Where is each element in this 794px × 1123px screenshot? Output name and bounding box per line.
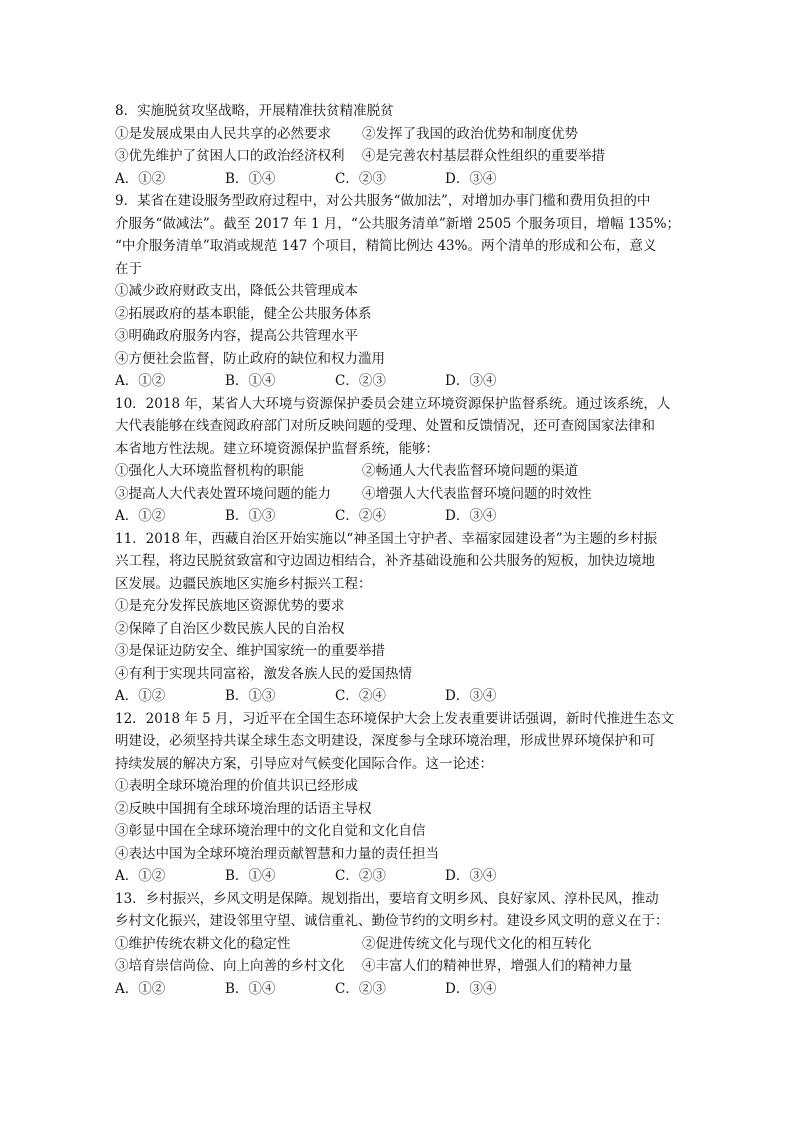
option-c: C．②④	[335, 688, 386, 704]
question-stem-line: 12．2018 年 5 月，习近平在全国生态环境保护大会上发表重要讲话强调，新时代推进生态文	[115, 710, 674, 727]
choice-item: ③明确政府服务内容，提高公共管理水平	[115, 328, 358, 344]
choice-item: ③培育崇信尚俭、向上向善的乡村文化	[115, 958, 345, 974]
choice-items-row	[115, 483, 685, 506]
option-c: C．②③	[335, 373, 386, 389]
question-10	[115, 393, 685, 528]
option-d: D．③④	[445, 170, 497, 187]
choice-item: ④方便社会监督，防止政府的缺位和权力滥用	[115, 350, 385, 367]
choice-item: ④有利于实现共同富裕，激发各族人民的爱国热情	[115, 665, 412, 682]
option-b: B．①③	[225, 688, 276, 704]
question-stem-line: 介服务“做减法”。截至 2017 年 1 月，“公共服务清单”新增 2505 个服务项目，增幅 135%；	[115, 215, 681, 232]
option-c: C．②③	[335, 170, 386, 187]
answer-options	[115, 505, 685, 528]
choice-item: ①减少政府财政支出，降低公共管理成本	[115, 283, 358, 299]
question-stem-line: 明建设，必须坚持共谋全球生态文明建设，深度参与全球环境治理，形成世界环境保护和可	[115, 733, 655, 749]
choice-items-row	[115, 145, 685, 168]
option-d: D．③④	[445, 373, 497, 389]
choice-items-row	[115, 955, 685, 978]
option-b: B．①③	[225, 508, 276, 524]
question-stem-line: 区发展。边疆民族地区实施乡村振兴工程：	[115, 575, 372, 592]
option-c: C．②④	[335, 508, 386, 524]
question-stem-line: “中介服务清单”取消或规范 147 个项目，精简比例达 43%。两个清单的形成和公布，意义	[115, 238, 657, 254]
option-d: D．③④	[445, 508, 497, 524]
choice-item: ②拓展政府的基本职能，健全公共服务体系	[115, 305, 372, 322]
option-d: D．③④	[445, 868, 497, 884]
option-a: A．①②	[115, 688, 166, 704]
option-b: B．①④	[225, 980, 276, 997]
answer-options	[115, 370, 685, 393]
answer-options	[115, 978, 685, 1001]
question-13	[115, 888, 685, 1001]
choice-item: ②畅通人大代表监督环境问题的渠道	[362, 463, 578, 479]
option-a: A．①②	[115, 980, 166, 997]
option-d: D．③④	[445, 980, 497, 997]
question-stem-line: 兴工程，将边民脱贫致富和守边固边相结合，补齐基础设施和公共服务的短板，加快边境地	[115, 553, 655, 569]
choice-item: ①表明全球环境治理的价值共识已经形成	[115, 778, 358, 794]
question-stem-line: 本省地方性法规。建立环境资源保护监督系统，能够：	[115, 440, 439, 457]
question-stem-line: 10．2018 年，某省人大环境与资源保护委员会建立环境资源保护监督系统。通过该系统，人	[115, 395, 671, 412]
option-a: A．①②	[115, 868, 166, 884]
question-stem-line: 在于	[115, 260, 142, 277]
answer-options	[115, 685, 685, 708]
choice-item: ②发挥了我国的政治优势和制度优势	[362, 125, 578, 142]
option-b: B．①④	[225, 170, 276, 187]
choice-item: ①是发展成果由人民共享的必然要求	[115, 125, 331, 142]
question-list	[115, 100, 685, 1000]
option-a: A．①②	[115, 373, 166, 389]
choice-item: ③优先维护了贫困人口的政治经济权利	[115, 148, 345, 164]
question-stem-line: 11．2018 年，西藏自治区开始实施以“神圣国土守护者、幸福家园建设者”为主题的乡村振	[115, 530, 658, 547]
option-b: B．①④	[225, 373, 276, 389]
choice-item: ②保障了自治区少数民族人民的自治权	[115, 620, 345, 637]
question-11	[115, 528, 685, 708]
choice-item: ③彰显中国在全球环境治理中的文化自觉和文化自信	[115, 823, 426, 839]
choice-item: ④增强人大代表监督环境问题的时效性	[362, 485, 592, 502]
choice-items-row	[115, 123, 685, 146]
choice-item: ①是充分发挥民族地区资源优势的要求	[115, 598, 345, 614]
question-stem-line: 13．乡村振兴，乡风文明是保障。规划指出，要培育文明乡风、良好家风、淳朴民风，推动	[115, 890, 659, 907]
choice-item: ④表达中国为全球环境治理贡献智慧和力量的责任担当	[115, 845, 439, 862]
choice-items-row	[115, 460, 685, 483]
choice-item: ①维护传统农耕文化的稳定性	[115, 935, 291, 952]
option-c: C．②③	[335, 868, 386, 884]
choice-items-row	[115, 933, 685, 956]
choice-item: ④丰富人们的精神世界，增强人们的精神力量	[362, 958, 632, 974]
answer-options	[115, 168, 685, 191]
choice-item: ④是完善农村基层群众性组织的重要举措	[362, 148, 605, 164]
question-stem-line: 乡村文化振兴，建设邻里守望、诚信重礼、勤俭节约的文明乡村。建设乡风文明的意义在于：	[115, 913, 669, 929]
option-a: A．①②	[115, 170, 166, 187]
question-stem-line: 持续发展的解决方案，引导应对气候变化国际合作。这一论述：	[115, 755, 493, 772]
question-12	[115, 708, 685, 888]
choice-item: ②反映中国拥有全球环境治理的话语主导权	[115, 800, 372, 817]
option-b: B．①④	[225, 868, 276, 884]
question-stem-line: 大代表能够在线查阅政府部门对所反映问题的受理、处置和反馈情况，还可查阅国家法律和	[115, 418, 655, 434]
choice-item: ③是保证边防安全、维护国家统一的重要举措	[115, 643, 385, 659]
question-8	[115, 100, 685, 190]
question-9	[115, 190, 685, 393]
option-c: C．②③	[335, 980, 386, 997]
option-a: A．①②	[115, 508, 166, 524]
choice-item: ②促进传统文化与现代文化的相互转化	[362, 935, 592, 952]
question-stem-line: 9．某省在建设服务型政府过程中，对公共服务“做加法”，对增加办事门槛和费用负担的中	[115, 193, 651, 209]
answer-options	[115, 865, 685, 888]
option-d: D．③④	[445, 688, 497, 704]
choice-item: ①强化人大环境监督机构的职能	[115, 463, 304, 479]
question-stem-line: 8．实施脱贫攻坚战略，开展精准扶贫精准脱贫	[115, 103, 394, 119]
choice-item: ③提高人大代表处置环境问题的能力	[115, 485, 331, 502]
